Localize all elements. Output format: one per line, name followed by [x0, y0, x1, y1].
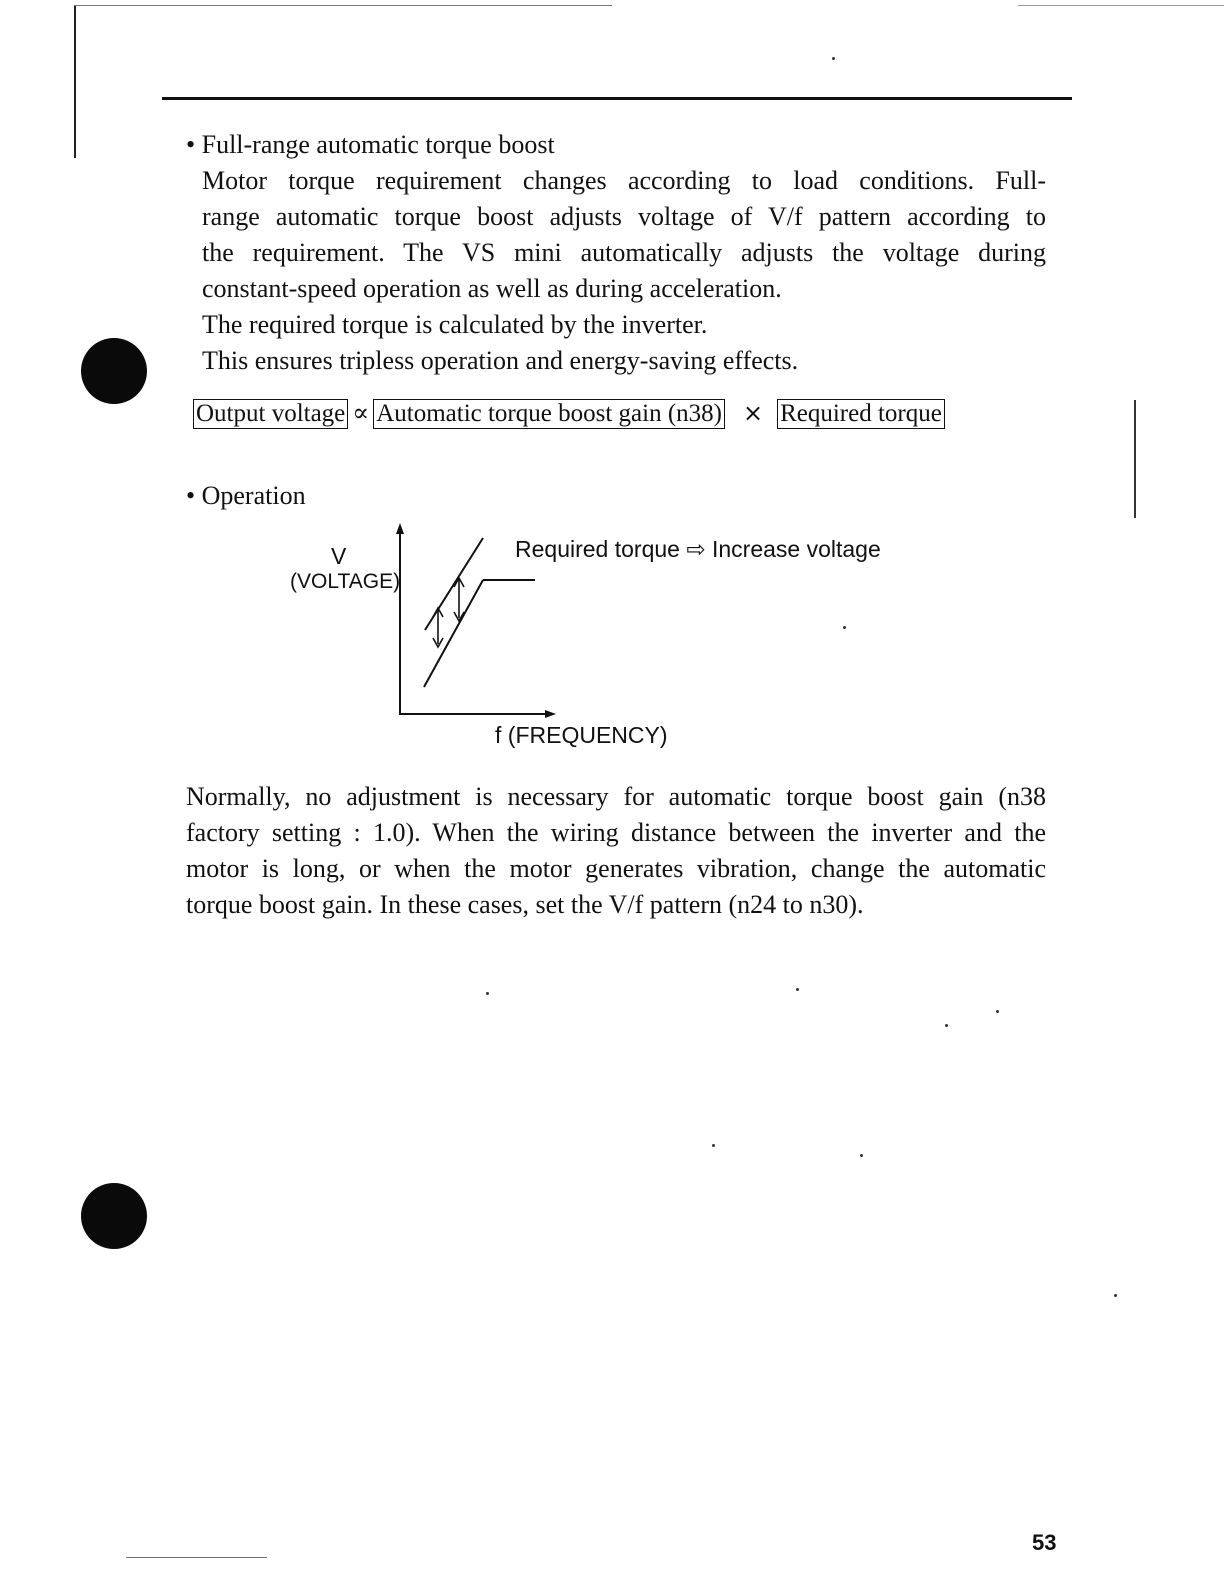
- section-heading-operation: [186, 480, 306, 512]
- formula-output-voltage: Output voltage: [193, 399, 348, 429]
- binder-hole-top: [81, 338, 147, 404]
- formula-required-torque: Required torque: [777, 399, 945, 429]
- text-line: factory setting : 1.0). When the wiring distance between the inverter and the: [186, 818, 1046, 847]
- diagram-annotation: Required torque ⇨ Increase voltage: [515, 536, 881, 562]
- text-line: Motor torque requirement changes according to load conditions. Full-: [202, 166, 1046, 195]
- text-line: constant-speed operation as well as during acceleration.: [202, 274, 782, 303]
- text-line: torque boost gain. In these cases, set the V/f pattern (n24 to n30).: [186, 890, 864, 919]
- y-axis-label-voltage: (VOLTAGE): [290, 570, 401, 593]
- page-number: 53: [1032, 1530, 1057, 1555]
- x-axis-label: f (FREQUENCY): [495, 722, 668, 748]
- y-axis-label-v: V: [331, 543, 347, 569]
- multiply-symbol: ×: [742, 399, 764, 427]
- text-line: range automatic torque boost adjusts voltage of V/f pattern according to: [202, 202, 1046, 231]
- x-axis-arrowhead: [545, 710, 556, 718]
- binder-hole-bottom: [81, 1183, 147, 1249]
- right-edge-mark: [1134, 400, 1136, 518]
- section-heading-torque-boost: [186, 129, 555, 161]
- frame-left-line: [74, 6, 76, 158]
- bullet: •: [186, 481, 196, 510]
- heading-text: Full-range automatic torque boost: [201, 130, 555, 159]
- torque-boost-description: [202, 163, 1046, 379]
- text-line: This ensures tripless operation and energy-saving effects.: [202, 346, 799, 375]
- frame-top-right-line: [1018, 5, 1224, 6]
- proportional-symbol: ∝: [352, 400, 370, 427]
- bullet: •: [186, 130, 196, 159]
- text-line: motor is long, or when the motor generates vibration, change the automatic: [186, 854, 1046, 883]
- text-line: The required torque is calculated by the inverter.: [202, 310, 708, 339]
- y-axis-arrowhead: [396, 523, 404, 534]
- footer-rule: [126, 1557, 267, 1558]
- header-rule: [162, 97, 1072, 100]
- vf-diagram: [390, 520, 570, 725]
- adjustment-note: [186, 779, 1046, 923]
- normal-vf-line: [424, 580, 483, 687]
- text-line: the requirement. The VS mini automatically adjusts the voltage during: [202, 238, 1046, 267]
- torque-formula: [193, 398, 945, 429]
- frame-top-line: [74, 5, 612, 6]
- heading-text: Operation: [201, 481, 306, 510]
- text-line: Normally, no adjustment is necessary for automatic torque boost gain (n38: [186, 782, 1046, 811]
- formula-boost-gain: Automatic torque boost gain (n38): [373, 399, 725, 429]
